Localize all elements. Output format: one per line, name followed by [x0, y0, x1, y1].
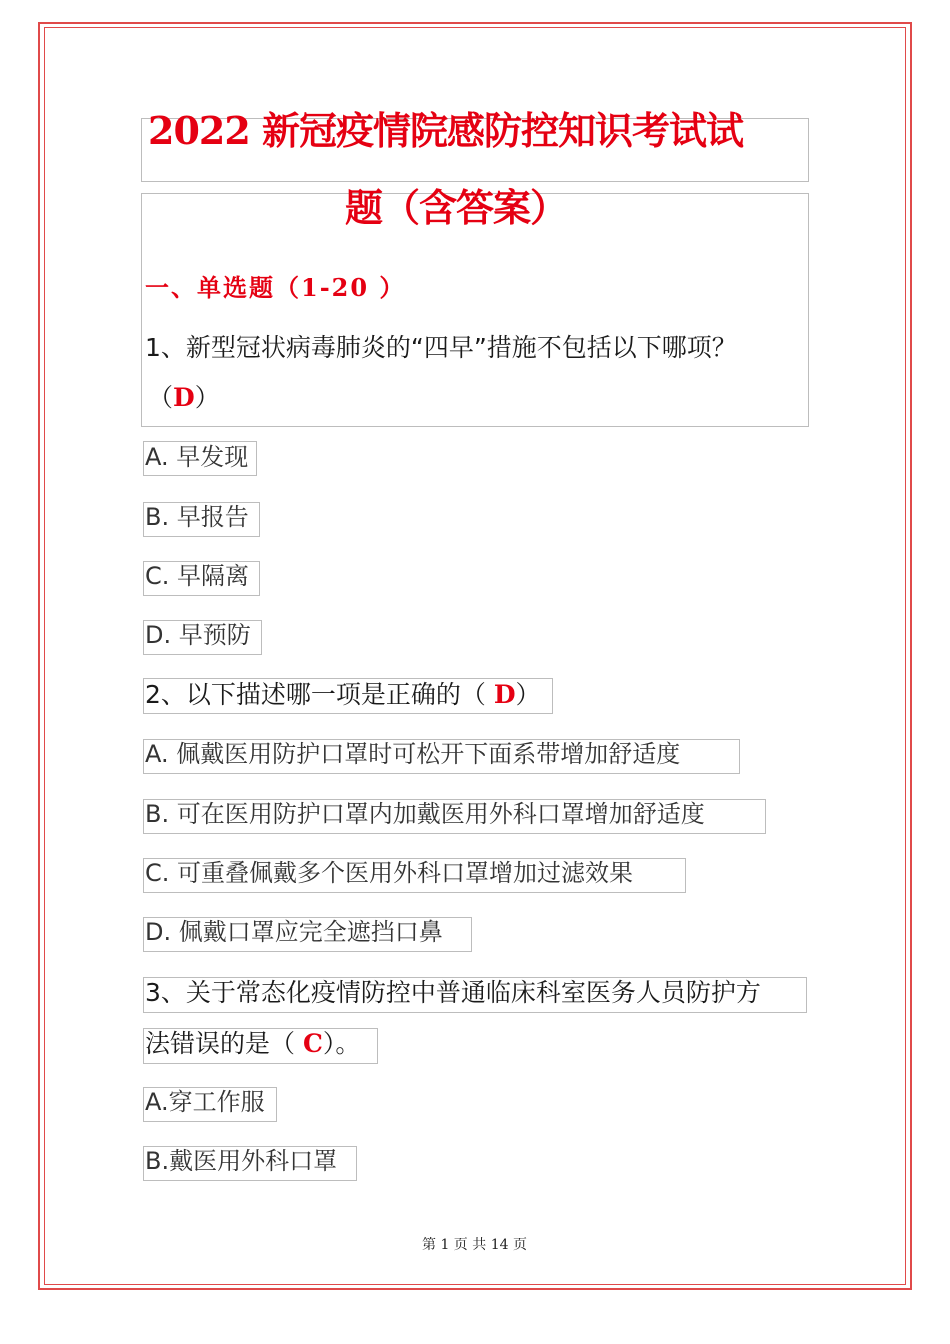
question-2-option-b: B. 可在医用防护口罩内加戴医用外科口罩增加舒适度 — [145, 800, 705, 828]
question-1-option-b: B. 早报告 — [145, 503, 249, 531]
question-1-option-a: A. 早发现 — [145, 443, 249, 471]
answer-mark: D — [493, 680, 516, 709]
answer-mark: D — [173, 383, 195, 412]
page-title-line-1: 2022 新冠疫情院感防控知识考试试 — [148, 108, 743, 153]
page-footer: 第 1 页 共 14 页 — [422, 1237, 527, 1253]
paren-close: ）。 — [322, 1029, 361, 1058]
question-3-text: 3、关于常态化疫情防控中普通临床科室医务人员防护方 — [145, 978, 761, 1007]
question-3-prompt: 法错误的是（ — [145, 1029, 303, 1058]
section-heading: 一、单选题（1-20 ） — [145, 273, 406, 302]
paren-open: （ — [148, 383, 174, 412]
answer-mark: C — [302, 1029, 323, 1058]
question-2-option-d: D. 佩戴口罩应完全遮挡口鼻 — [145, 918, 443, 946]
paren-close: ） — [515, 680, 541, 709]
question-1-option-d: D. 早预防 — [145, 621, 251, 649]
question-2-text — [145, 682, 541, 707]
question-1-text: 1、新型冠状病毒肺炎的“四早”措施不包括以下哪项？ — [145, 333, 737, 362]
question-3-option-b: B.戴医用外科口罩 — [145, 1147, 338, 1175]
question-3-text-cont — [145, 1031, 360, 1056]
question-3-option-a: A.穿工作服 — [145, 1088, 265, 1116]
question-2-prompt: 2、以下描述哪一项是正确的（ — [145, 680, 494, 709]
question-2-option-c: C. 可重叠佩戴多个医用外科口罩增加过滤效果 — [145, 859, 634, 887]
question-1-answer-line — [148, 385, 220, 410]
question-2-option-a: A. 佩戴医用防护口罩时可松开下面系带增加舒适度 — [145, 740, 681, 768]
page-title-line-2: 题（含答案） — [345, 185, 568, 230]
question-1-option-c: C. 早隔离 — [145, 562, 250, 590]
paren-close: ） — [194, 383, 220, 412]
